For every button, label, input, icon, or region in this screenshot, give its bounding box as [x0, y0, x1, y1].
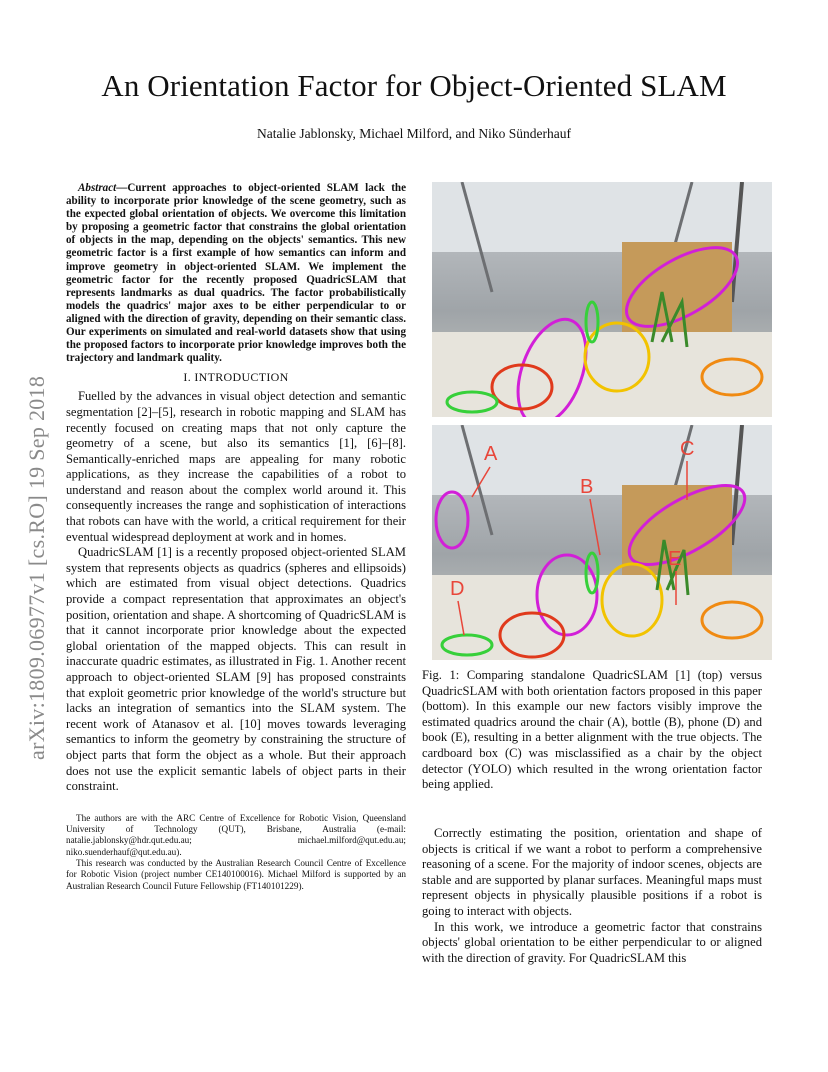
figure-label-e: E [668, 548, 682, 570]
right-column [422, 178, 762, 793]
intro-paragraph-1: Fuelled by the advances in visual object detection and semantic segmentation [2]–[5], research in robotic mapping and SLAM has recently focused on creating maps that not only capture the geometry of a scene, but also its semantics [1], [6]–[8]. Semantically-enriched maps are appealing for many robotic applications, as they increase the capabilities of a robot to understand and reason about the complex world around it. This consequently increases the range and sophistication of interactions that robots can have with the world, a critical requirement for their eventual widespread deployment at work and in homes. [66, 389, 406, 544]
footnote-funding: This research was conducted by the Australian Research Council Centre of Excellence for Robotic Vision (project number CE140100016). Michael Milford is supported by an Australian Research Council Future Fellowship (FT140101229). [66, 857, 406, 891]
figure-top-image [432, 182, 772, 417]
scene-top-illustration [432, 182, 772, 417]
intro-paragraph-2: QuadricSLAM [1] is a recently proposed object-oriented SLAM system that represents objects as quadrics (spheres and ellipsoids) which are estimated from visual object detections. Quadrics provide a compact representation that approximates an object's position, orientation and shape. A shortcoming of QuadricSLAM is that it cannot incorporate prior knowledge about the expected global orientation of the mapped objects. This can result in inaccurate quadric estimates, as illustrated in Fig. 1. Another recent approach to object-oriented SLAM [9] has proposed constraints that exploit geometric prior knowledge of the world's structure but lacks an integration of semantics into the SLAM system. The recent work of Atanasov et al. [10] moves towards leveraging semantics to inform the geometry by constraining the structure of object parts that form the object as a whole. But their approach does not use the explicit semantic labels of object parts in their constraint. [66, 545, 406, 794]
scene-bottom-illustration [432, 425, 772, 660]
abstract-text: —Current approaches to object-oriented SLAM lack the ability to incorporate prior knowledge of the scene geometry, such as the expected global orientation of objects. We overcome this limitation by proposing a geometric factor that constrains the global orientation of objects in the map, depending on the objects' semantics. This new geometric factor is a first example of how semantics can inform and improve geometry in object-oriented SLAM. We implement the geometric factor for the recently proposed QuadricSLAM that represents landmarks as dual quadrics. The factor probabilistically models the quadrics' major axes to be either perpendicular to or aligned with the direction of gravity, depending on their semantic class. Our experiments on simulated and real-world datasets show that using the proposed factors to incorporate prior knowledge improves both the trajectory and landmark quality. [66, 182, 406, 365]
paper-title: An Orientation Factor for Object-Oriented SLAM [101, 68, 727, 103]
figure-label-b: B [580, 476, 594, 498]
right-column-body [422, 826, 762, 966]
figure-bottom-image [432, 425, 772, 660]
footnote-affiliation: The authors are with the ARC Centre of Excellence for Robotic Vision, Queensland University of Technology (QUT), Brisbane, Australia (e-mail: natalie.jablonsky@hdr.qut.edu.au; michael.milford@qut.edu.au; niko.suenderhauf@qut.edu.au). [66, 812, 406, 857]
figure-label-c: C [680, 438, 695, 460]
right-paragraph-1: Correctly estimating the position, orientation and shape of objects is critical if we want a robot to perform a comprehensive reasoning of a scene. For the majority of indoor scenes, objects are stable and are supported by planar surfaces. Meaningful maps must represent objects in physically plausible positions if a robot is going to interact with objects. [422, 826, 762, 918]
section-heading-introduction: I. INTRODUCTION [183, 370, 289, 385]
right-paragraph-2: In this work, we introduce a geometric factor that constrains objects' global orientation to be either perpendicular to or aligned with the direction of gravity. For QuadricSLAM this [422, 919, 762, 965]
abstract-lead: Abstract [78, 182, 117, 194]
figure-caption: Fig. 1: Comparing standalone QuadricSLAM [1] (top) versus QuadricSLAM with both orientation factors proposed in this paper (bottom). In this example our new factors visibly improve the estimated quadrics around the chair (A), bottle (B), phone (D) and book (E), resulting in a better alignment with the true objects. The cardboard box (C) was misclassified as a chair by the object detector (YOLO) which resulted in the wrong orientation factor being applied. [422, 668, 762, 792]
author-list: Natalie Jablonsky, Michael Milford, and Niko Sünderhauf [256, 126, 572, 141]
left-column [66, 182, 406, 892]
abstract [66, 182, 406, 365]
arxiv-identifier: arXiv:1809.06977v1 [cs.RO] 19 Sep 2018 [24, 375, 49, 760]
figure-label-d: D [450, 578, 465, 600]
figure-label-a: A [484, 443, 498, 465]
